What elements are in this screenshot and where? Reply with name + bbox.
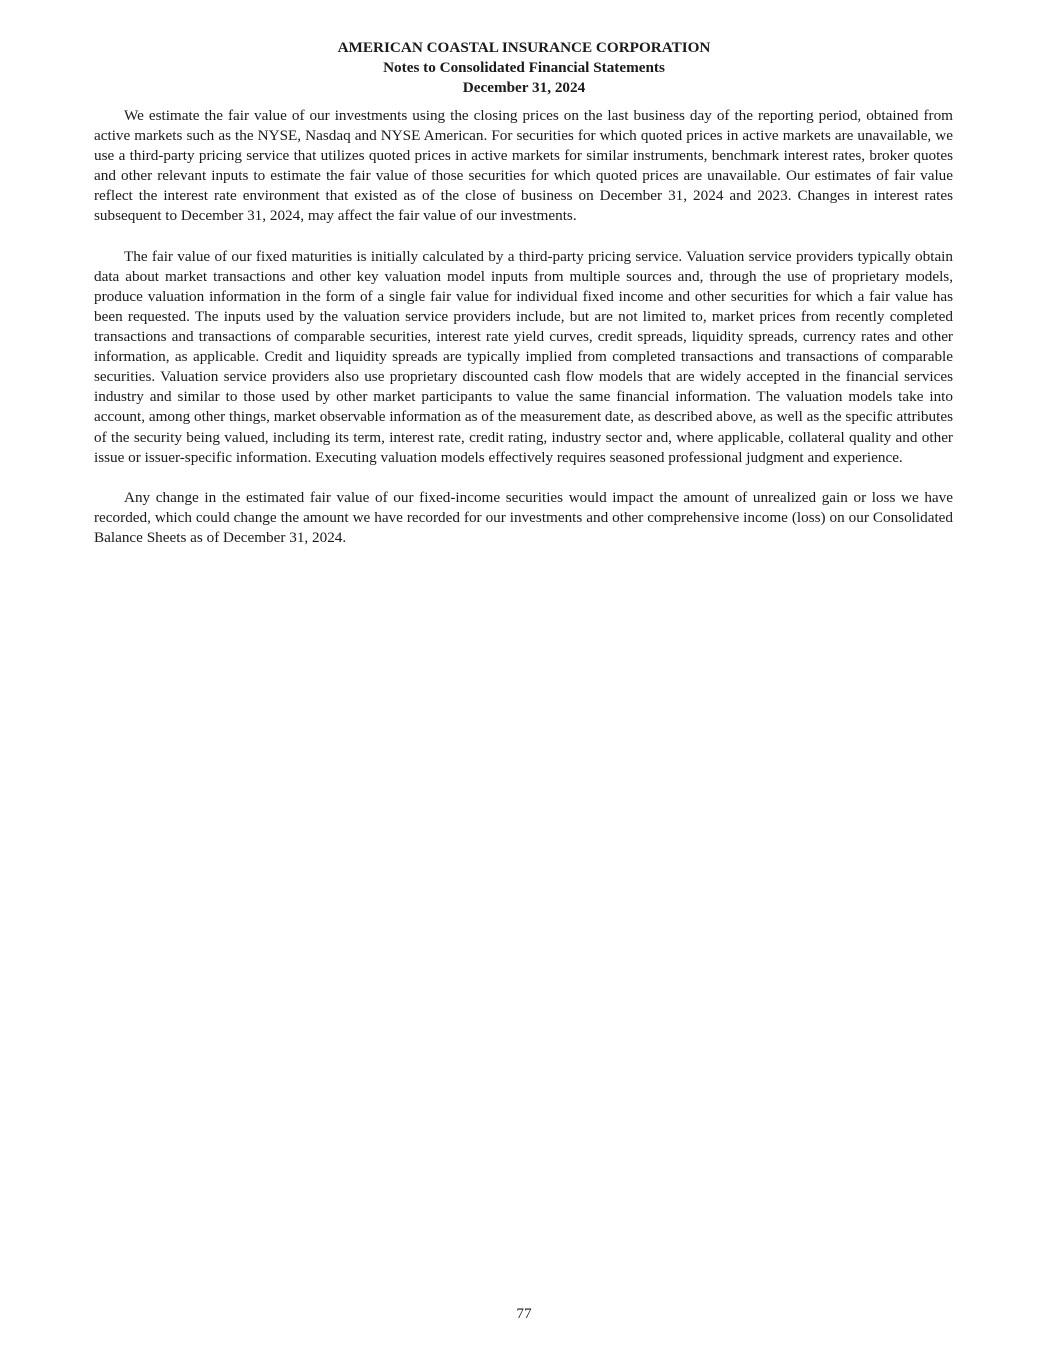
document-subtitle: Notes to Consolidated Financial Statements: [383, 59, 665, 76]
page-number: 77: [516, 1305, 532, 1322]
body-text: [94, 106, 953, 568]
paragraph-fair-value-estimate: We estimate the fair value of our investments using the closing prices on the last business day of the reporting period, obtained from active markets such as the NYSE, Nasdaq and NYSE American. For securities for which quoted prices in active markets are unavailable, we use a third-party pricing service that utilizes quoted prices in active markets for similar instruments, benchmark interest rates, broker quotes and other relevant inputs to estimate the fair value of those securities for which quoted prices are unavailable. Our estimates of fair value reflect the interest rate environment that existed as of the close of business on December 31, 2024 and 2023. Changes in interest rates subsequent to December 31, 2024, may affect the fair value of our investments.: [94, 107, 953, 225]
company-name: AMERICAN COASTAL INSURANCE CORPORATION: [337, 39, 711, 56]
paragraph-fixed-maturities: The fair value of our fixed maturities is initially calculated by a third-party pricing service. Valuation service providers typically obtain data about market transactions and other key valuation model inputs from multiple sources and, through the use of proprietary models, produce valuation information in the form of a single fair value for individual fixed income and other securities for which a fair value has been requested. The inputs used by the valuation service providers include, but are not limited to, market prices from recently completed transactions and transactions of comparable securities, interest rate yield curves, credit spreads, liquidity spreads, currency rates and other information, as applicable. Credit and liquidity spreads are typically implied from completed transactions and transactions of comparable securities. Valuation service providers also use proprietary discounted cash flow models that are widely accepted in the financial services industry and similar to those used by other market participants to value the same financial information. The valuation models take into account, among other things, market observable information as of the measurement date, as described above, as well as the specific attributes of the security being valued, including its term, interest rate, credit rating, industry sector and, where applicable, collateral quality and other issue or issuer-specific information. Executing valuation models effectively requires seasoned professional judgment and experience.: [94, 247, 953, 466]
page-header: [94, 38, 954, 98]
document-date: December 31, 2024: [462, 79, 586, 96]
paragraph-change-impact: Any change in the estimated fair value of our fixed-income securities would impact the amount of unrealized gain or loss we have recorded, which could change the amount we have recorded for our investments and other comprehensive income (loss) on our Consolidated Balance Sheets as of December 31, 2024.: [94, 488, 953, 546]
